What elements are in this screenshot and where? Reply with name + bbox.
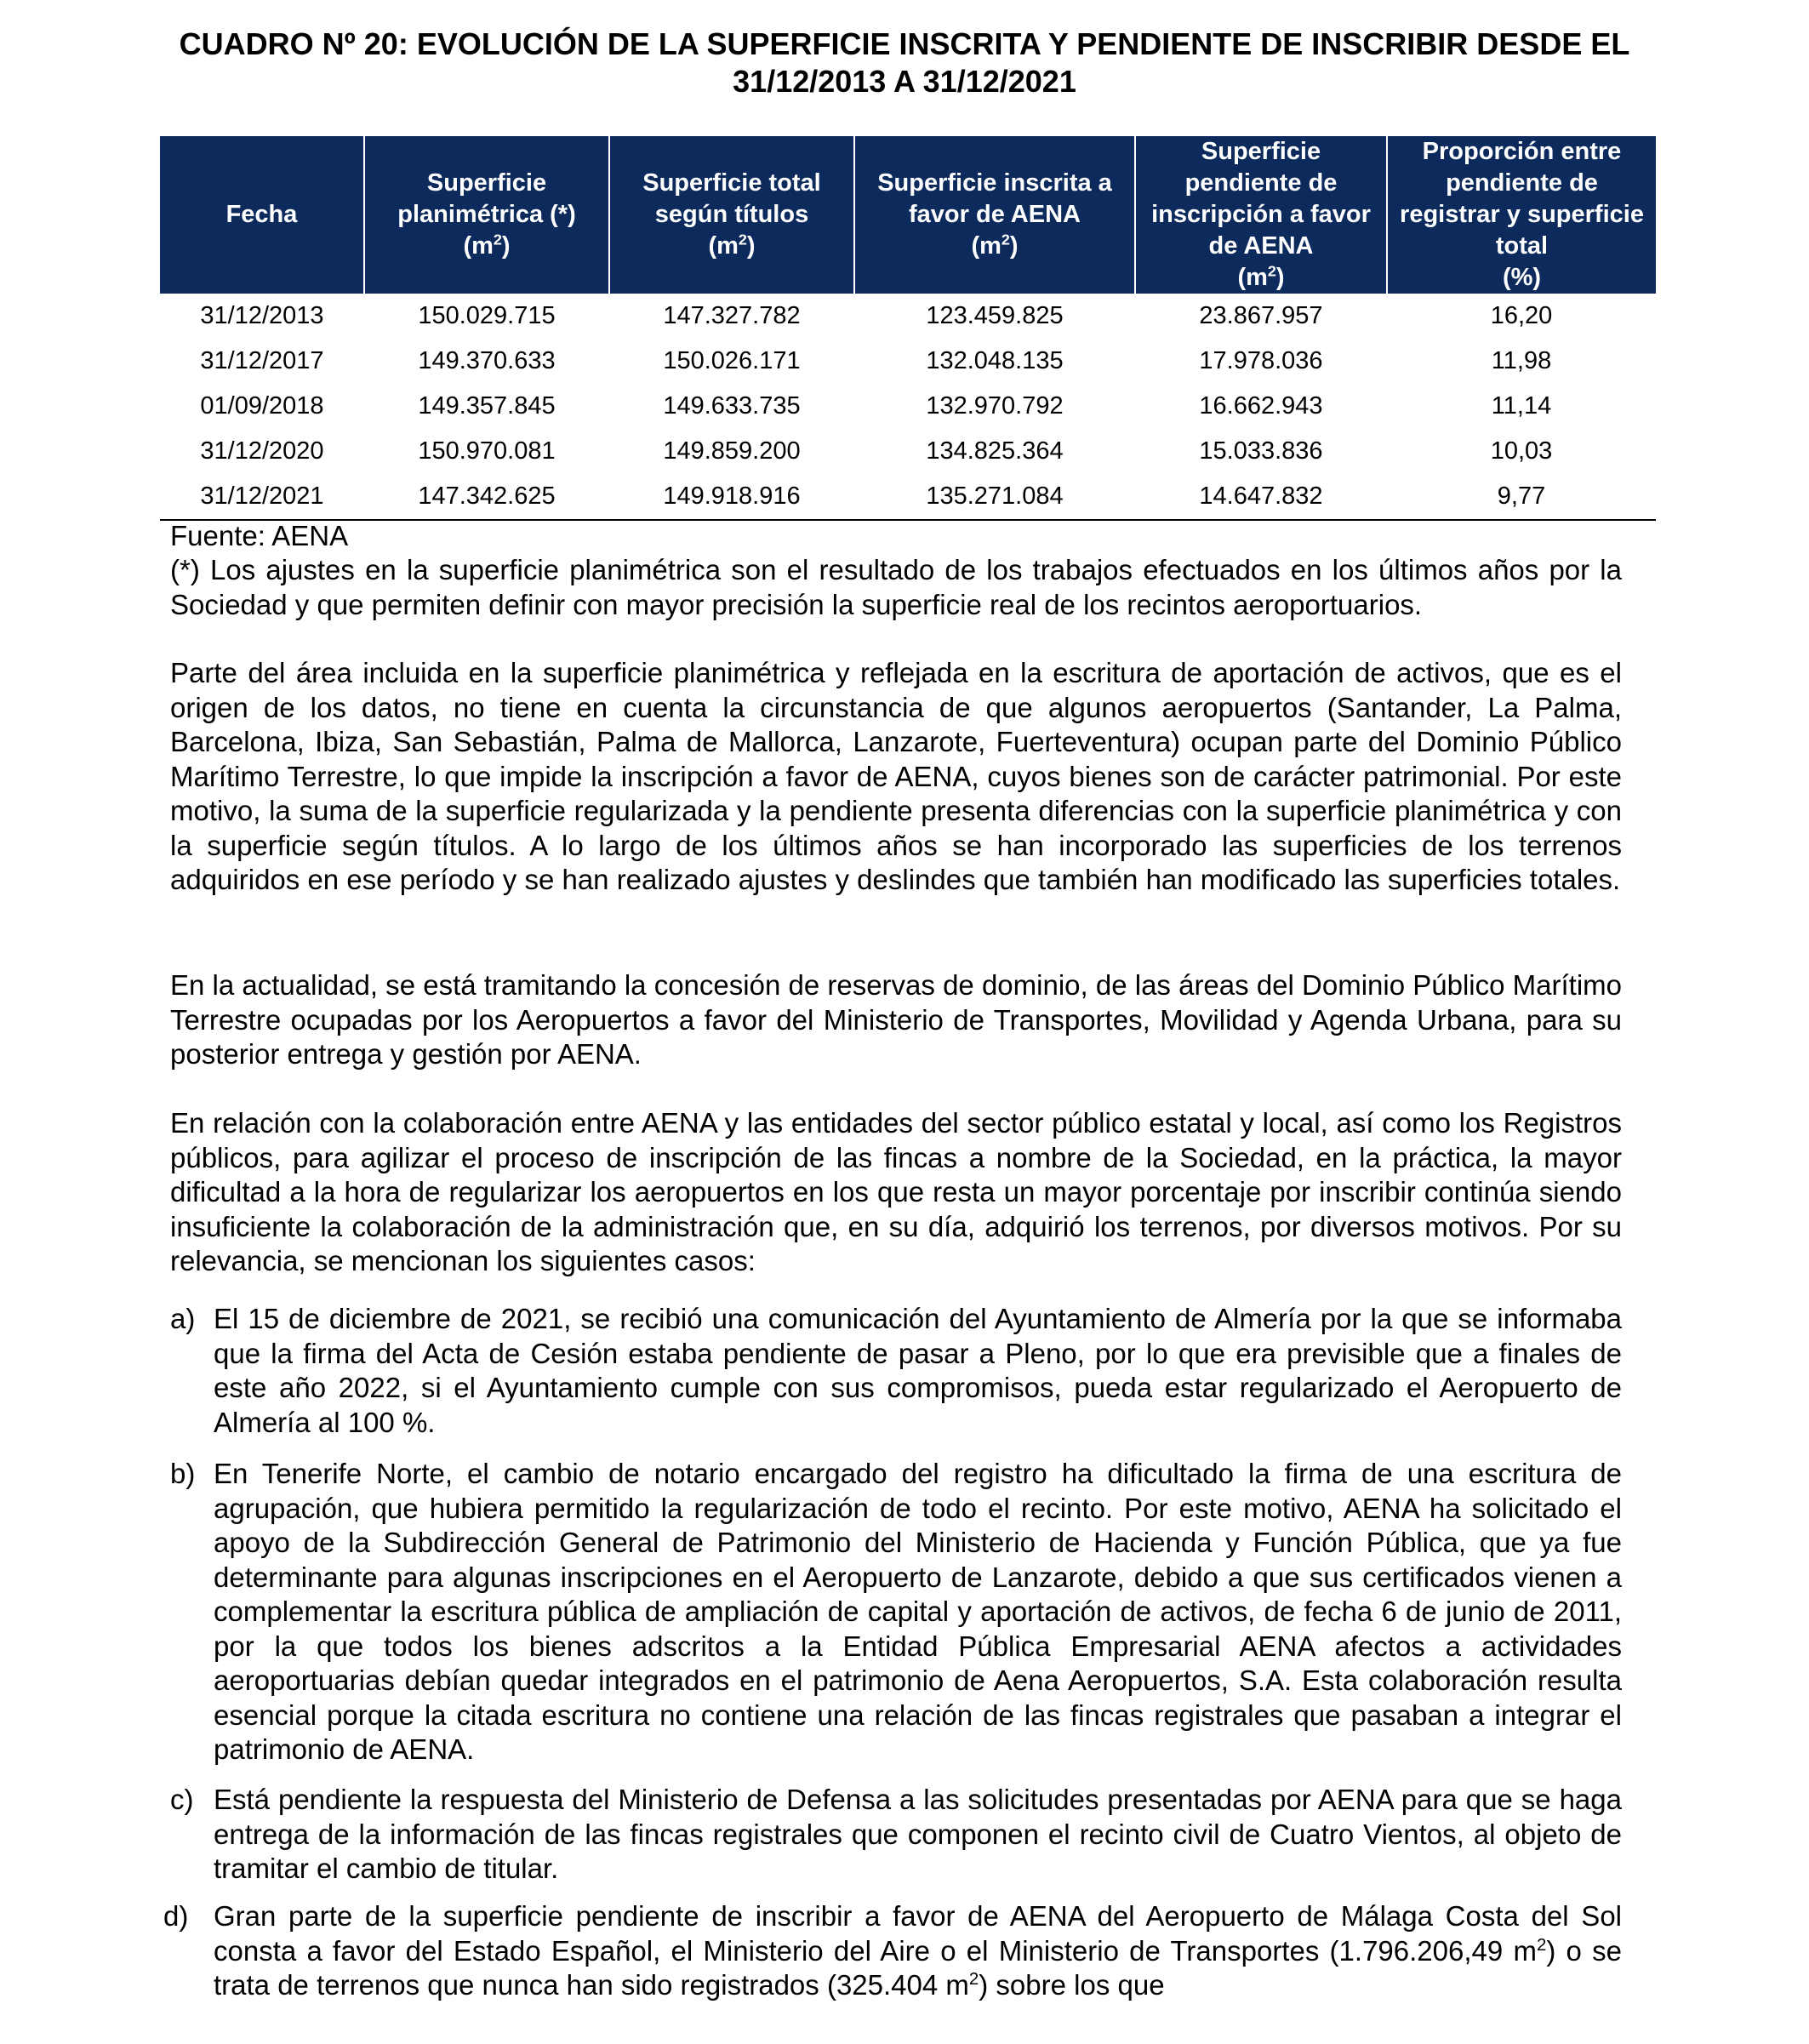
cell-proporcion: 11,14 <box>1491 392 1552 420</box>
table-source: Fuente: AENA <box>170 520 349 551</box>
list-marker: a) <box>170 1303 196 1334</box>
cell-inscrita: 132.048.135 <box>926 347 1064 374</box>
paragraph-1: Parte del área incluida en la superficie planimétrica y reflejada en la escritura de aportación de activos, que es el origen de los datos, no tiene en cuenta la circunstancia de que algunos aeropuertos (Santander, La Palma, Barcelona, Ibiza, San Sebastián, Palma de Mallorca, Lanzarote, Fuerteventura) ocupan parte del Dominio Público Marítimo Terrestre, lo que impide la inscripción a favor de AENA, cuyos bienes son de carácter patrimonial. Por este motivo, la suma de la superficie regularizada y la pendiente presenta diferencias con la superficie planimétrica y con la superficie según títulos. A lo largo de los últimos años se han incorporado las superficies de los terrenos adquiridos en ese período y se han realizado ajustes y deslindes que también han modificado las superficies totales. <box>170 657 1622 895</box>
cell-fecha: 31/12/2017 <box>200 347 324 374</box>
table-row <box>160 339 1656 384</box>
list-item-text: Está pendiente la respuesta del Ministerio de Defensa a las solicitudes presentadas por AENA para que se haga entrega de la información de las fincas registrales que componen el recinto civil de Cuatro Vientos, al objeto de tramitar el cambio de titular. <box>214 1784 1622 1884</box>
header-superficie-inscrita: Superficie inscrita a favor de AENA $(m^2)$ <box>854 136 1135 294</box>
list-marker: c) <box>170 1784 194 1815</box>
cell-total: 149.918.916 <box>609 474 854 520</box>
list-item-d <box>163 1899 1622 2003</box>
cell-inscrita: 134.825.364 <box>926 437 1064 465</box>
table-row <box>160 429 1656 474</box>
cell-proporcion: 10,03 <box>1490 437 1553 465</box>
cell-total: 150.026.171 <box>663 347 801 374</box>
cell-fecha: 31/12/2013 <box>200 302 324 329</box>
cell-total: 147.327.782 <box>663 302 801 329</box>
header-superficie-total: Superficie total según títulos $(m^2)$ <box>609 136 854 294</box>
cell-planimetrica: 147.342.625 <box>364 474 609 520</box>
cell-fecha: 31/12/2021 <box>160 474 364 520</box>
list-item-a <box>170 1302 1622 1440</box>
cell-proporcion: 11,98 <box>1491 347 1552 374</box>
table-header-row <box>160 136 1656 294</box>
cell-inscrita: 135.271.084 <box>854 474 1135 520</box>
header-superficie-pendiente: Superficie pendiente de inscripción a favor de AENA $(m^2)$ <box>1135 136 1387 294</box>
cell-total: 149.859.200 <box>663 437 801 465</box>
title-line-2: 31/12/2013 A 31/12/2021 <box>733 64 1076 99</box>
cell-pendiente: 15.033.836 <box>1199 437 1323 465</box>
table-row <box>160 474 1656 520</box>
cell-pendiente: 16.662.943 <box>1199 392 1323 420</box>
table-row <box>160 384 1656 429</box>
list-item-text: En Tenerife Norte, el cambio de notario encargado del registro ha dificultado la firma de una escritura de agrupación, que hubiera permitido la regularización de todo el recinto. Por este motivo, AENA ha solicitado el apoyo de la Subdirección General de Patrimonio del Ministerio de Hacienda y Función Pública, que ya fue determinante para algunas inscripciones en el Aeropuerto de Lanzarote, debido a que sus certificados vienen a complementar la escritura pública de ampliación de capital y aportación de activos, de fecha 6 de junio de 2011, por la que todos los bienes adscritos a la Entidad Pública Empresarial AENA afectos a actividades aeroportuarias debían quedar integrados en el patrimonio de Aena Aeropuertos, S.A. Esta colaboración resulta esencial porque la citada escritura no contiene una relación de las fincas registrales que pasaban a integrar el patrimonio de AENA. <box>214 1458 1622 1765</box>
cell-planimetrica: 149.370.633 <box>418 347 556 374</box>
cell-pendiente: 23.867.957 <box>1199 302 1323 329</box>
cell-pendiente: 14.647.832 <box>1135 474 1387 520</box>
cell-planimetrica: 150.970.081 <box>418 437 556 465</box>
table-row <box>160 294 1656 339</box>
cell-proporcion: 9,77 <box>1387 474 1656 520</box>
header-proporcion: Proporción entre pendiente de registrar y superficie total (%) <box>1387 136 1656 294</box>
list-item-b <box>170 1457 1622 1767</box>
title-line-1: CUADRO Nº 20: EVOLUCIÓN DE LA SUPERFICIE INSCRITA Y PENDIENTE DE INSCRIBIR DESDE EL <box>179 26 1630 61</box>
list-item-text: Gran parte de la superficie pendiente de inscribir a favor de AENA del Aeropuerto de Málaga Costa del Sol consta a favor del Estado Español, el Ministerio del Aire o el Ministerio de Transportes (1.796.206,49 $m^2$) o se trata de terrenos que nunca han sido registrados (325.404 $m^2$) sobre los que <box>214 1900 1622 2001</box>
header-fecha: Fecha <box>160 136 364 294</box>
cell-total: 149.633.735 <box>663 392 801 420</box>
cell-inscrita: 132.970.792 <box>926 392 1064 420</box>
cell-proporcion: 16,20 <box>1490 302 1553 329</box>
table-footnote: (*) Los ajustes en la superficie planimétrica son el resultado de los trabajos efectuados en los últimos años por la Sociedad y que permiten definir con mayor precisión la superficie real de los recintos aeroportuarios. <box>170 554 1622 620</box>
cell-pendiente: 17.978.036 <box>1199 347 1323 374</box>
cell-fecha: 01/09/2018 <box>200 392 324 420</box>
cell-fecha: 31/12/2020 <box>200 437 324 465</box>
cell-planimetrica: 150.029.715 <box>418 302 556 329</box>
list-marker: b) <box>170 1458 196 1489</box>
header-superficie-planimetrica: Superficie planimétrica (*) $(m^2)$ <box>364 136 609 294</box>
cell-inscrita: 123.459.825 <box>926 302 1064 329</box>
list-item-text: El 15 de diciembre de 2021, se recibió una comunicación del Ayuntamiento de Almería por la que se informaba que la firma del Acta de Cesión estaba pendiente de pasar a Pleno, por lo que era previsible que a finales de este año 2022, si el Ayuntamiento cumple con sus compromisos, pueda estar regularizado el Aeropuerto de Almería al 100 %. <box>214 1303 1622 1438</box>
paragraph-3: En relación con la colaboración entre AENA y las entidades del sector público estatal y local, así como los Registros públicos, para agilizar el proceso de inscripción de las fincas a nombre de la Sociedad, en la práctica, la mayor dificultad a la hora de regularizar los aeropuertos en los que resta un mayor porcentaje por inscribir continúa siendo insuficiente la colaboración de la administración que, en su día, adquirió los terrenos, por diversos motivos. Por su relevancia, se mencionan los siguientes casos: <box>170 1107 1622 1276</box>
list-item-c <box>170 1783 1622 1887</box>
paragraph-2: En la actualidad, se está tramitando la concesión de reservas de dominio, de las áreas del Dominio Público Marítimo Terrestre ocupadas por los Aeropuertos a favor del Ministerio de Transportes, Movilidad y Agenda Urbana, para su posterior entrega y gestión por AENA. <box>170 969 1622 1070</box>
surface-table <box>160 136 1656 521</box>
cell-planimetrica: 149.357.845 <box>418 392 556 420</box>
table-title <box>136 26 1673 100</box>
list-marker: d) <box>163 1900 189 1932</box>
